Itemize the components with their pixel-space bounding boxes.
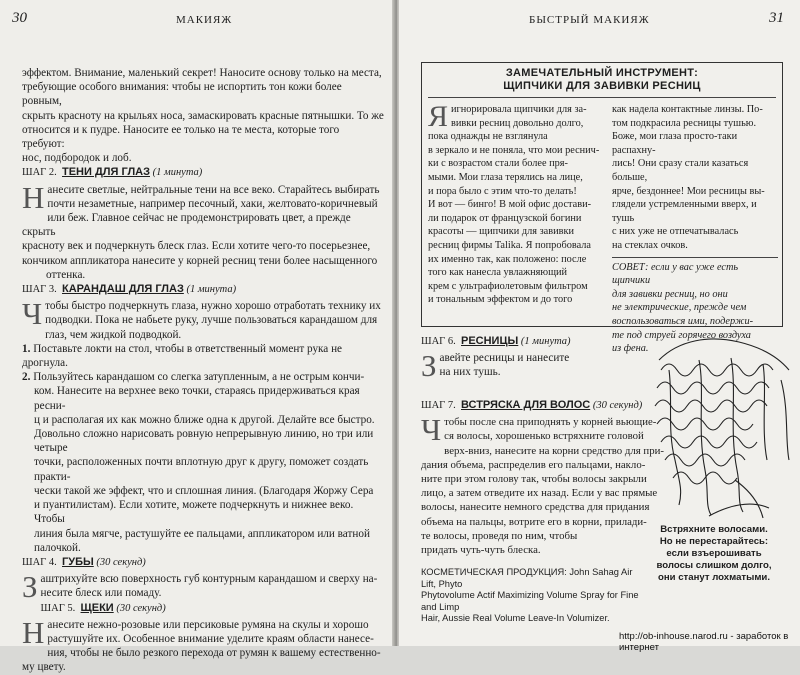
body-line: глаз, чем жидкой подводкой. [45, 328, 182, 341]
step-title: КАРАНДАШ ДЛЯ ГЛАЗ [62, 283, 184, 296]
box-line: того как нанесла увлажняющий [428, 267, 568, 279]
box-line: И вот — бинго! В мой офис достави- [428, 199, 592, 211]
list-item [22, 342, 384, 370]
step-heading [421, 398, 667, 413]
body-line: точки, расположенных почти вплотную друг к другу, поможет создать практи- [34, 456, 369, 483]
drop-cap: Ч [421, 412, 442, 448]
illustration-caption [639, 524, 789, 584]
body-line: тобы быстро подчеркнуть глаза, нужно хорошо отработать технику их [45, 300, 381, 313]
body-line: придать чуть-чуть блеска. [421, 544, 541, 557]
step-heading [421, 334, 646, 349]
list-number: 2. [22, 371, 31, 384]
box-line: вивки ресниц довольно долго, [451, 117, 584, 129]
list-text: Поставьте локти на стол, чтобы в ответственный момент рука не дрогнула. [22, 342, 343, 370]
left-body [22, 66, 384, 675]
body-line: оттенка. [46, 268, 86, 281]
body-line: ком. Нанесите на верхнее веко точки, стараясь придерживаться края ресни- [34, 385, 360, 412]
body-line: объема на пальцы, вотрите его в корни, прилади- [421, 515, 647, 528]
drop-cap: Ч [22, 296, 43, 332]
box-line: и тональным эффектом и до того [428, 294, 573, 306]
step-duration: (30 секунд) [116, 602, 166, 614]
intro-line: эффектом. Внимание, маленький секрет! Наносите основу только на места, [22, 67, 382, 79]
running-header-right: БЫСТРЫЙ МАКИЯЖ [529, 14, 650, 26]
box-line: крем с ультрафиолетовым фильтром [428, 280, 588, 292]
list-item [22, 370, 384, 384]
step-title: ТЕНИ ДЛЯ ГЛАЗ [62, 166, 150, 179]
box-line: на стеклах очков. [612, 239, 688, 251]
body-line: Довольно сложно нарисовать ровную непрерывную линию, но три или четыре [34, 428, 374, 455]
body-line: аштрихуйте всю поверхность губ контурным карандашом и сверху на- [40, 573, 378, 586]
body-line: те волосы, проведя по ним, чтобы [421, 529, 578, 542]
body-line: му цвету. [22, 661, 66, 674]
step-body [22, 296, 384, 555]
body-line: на них тушь. [439, 366, 501, 379]
step-title: РЕСНИЦЫ [461, 335, 519, 347]
intro-line: скрыть краснoту на крыльях носа, замаскировать красные пятнышки. То же [22, 109, 384, 122]
advice-line: воспользоваться ими, подержи- [612, 315, 754, 327]
cosmetic-products [421, 567, 641, 625]
drop-cap: З [22, 569, 38, 605]
body-line: анесите светлые, нейтральные тени на все веко. Старайтесь выбирать [47, 183, 380, 196]
step-body [421, 412, 667, 557]
step7-block [421, 398, 667, 557]
step-duration: (30 секунд) [592, 400, 643, 411]
step-title: ВСТРЯСКА ДЛЯ ВОЛОС [461, 399, 591, 411]
step-heading [22, 165, 384, 180]
box-line: и пора было с этим что-то делать! [428, 185, 577, 197]
box-line: ресниц фирмы Talika. Я попробовала [428, 239, 591, 251]
step-label: ШАГ 5. [40, 602, 76, 614]
step-duration: (1 минута) [186, 284, 237, 296]
box-title-line: ЗАМЕЧАТЕЛЬНЫЙ ИНСТРУМЕНТ: [505, 67, 699, 79]
step-body [22, 614, 384, 675]
box-line: Боже, мои глаза просто-таки распахну- [612, 131, 738, 156]
box-line: красоты — щипчики для завивки [428, 226, 574, 238]
step-duration: (30 секунд) [96, 556, 146, 568]
body-line: или беж. Главное сейчас не продемонстрировать цвет, а прежде скрыть [22, 212, 351, 239]
left-page [0, 0, 395, 674]
box-column-left [428, 100, 606, 307]
box-rule [428, 97, 776, 98]
advice-line: из фена. [612, 343, 649, 355]
advice-line: СОВЕТ: если у вас уже есть щипчики [612, 261, 739, 287]
body-line: почти незаметные, например песочный, хаки, желтовато-коричневый [47, 197, 378, 210]
body-line: красноту век и подчеркнуть блеск глаз. Если хотите чего-то посерьезнее, [22, 240, 371, 253]
caption-line: они станут лохматыми. [658, 572, 770, 583]
page-number-right: 31 [769, 10, 784, 26]
box-line: пока однажды не взглянула [428, 131, 548, 143]
box-line: как надела контактные линзы. По- [612, 104, 763, 115]
caption-line: если взъерошивать [666, 548, 762, 559]
intro-line: нос, подбородок и лоб. [22, 152, 132, 165]
right-page [399, 0, 800, 653]
list-number: 1. [22, 342, 31, 355]
step-body [22, 179, 384, 282]
box-line: игнорировала щипчики для за- [451, 104, 587, 115]
advice-line: те под струей горячего воздуха [612, 329, 751, 341]
running-header-left: МАКИЯЖ [176, 14, 233, 26]
body-line: ц и располагая их как можно ближе одна к другой. Делайте все быстро. [34, 413, 375, 426]
products-line: КОСМЕТИЧЕСКАЯ ПРОДУКЦИЯ: John Sahag Air Lift, Phyto [421, 567, 633, 589]
advice-line: для завивки ресниц, но они [612, 288, 728, 300]
box-title-line: ЩИПЧИКИ ДЛЯ ЗАВИВКИ РЕСНИЦ [503, 80, 701, 92]
body-line: дания объема, распределив его пальцами, накло- [421, 458, 646, 471]
curly-hair-illustration [639, 330, 799, 520]
body-line: верх-вниз, нанесите на корни средство для при- [444, 444, 664, 457]
step-label: ШАГ 4. [22, 556, 57, 568]
products-line: Hair, Aussie Real Volume Leave-In Volumizer. [421, 613, 610, 624]
watermark-url: http://ob-inhouse.narod.ru - заработок в интернет [619, 631, 789, 653]
step-heading [22, 282, 384, 297]
body-line: тобы после сна приподнять у корней вьющие- [444, 416, 657, 429]
step-label: ШАГ 7. [421, 400, 456, 411]
drop-cap: Я [428, 100, 449, 133]
caption-line: Встряхните волосами. [660, 524, 768, 535]
intro-line: требующие особого внимания: чтобы не испортить тон кожи более ровным, [22, 81, 342, 108]
step-duration: (1 минута) [152, 167, 203, 179]
box-line: ли подарок от французской богини [428, 212, 582, 224]
step-label: ШАГ 6. [421, 336, 456, 347]
drop-cap: З [421, 348, 437, 384]
body-line: волосы, нанесите немного средства для придания [421, 501, 650, 514]
box-line: ярче, бездоннее! Мои ресницы вы- [612, 185, 765, 197]
caption-line: Но не перестарайтесь: [659, 536, 769, 547]
step-heading [22, 601, 384, 616]
box-line: мыми. Мои глаза терялись на лице, [428, 171, 583, 183]
body-line: подводки. Пока не набьете руку, лучше пользоваться карандашом для [45, 314, 378, 327]
body-line: анесите нежно-розовые или персиковые румяна на скулы и хорошо [47, 618, 369, 631]
step-body [22, 569, 384, 605]
step-label: ШАГ 3. [22, 284, 57, 296]
box-line: лись! Они сразу стали казаться больше, [612, 158, 749, 183]
step-duration: (1 минута) [520, 336, 571, 347]
body-line: ния, чтобы не было резкого перехода от румян к вашему естественно- [47, 647, 381, 660]
drop-cap: Н [22, 179, 45, 215]
intro-line: относится и к пудре. Наносите ее только на те места, которые того требуют: [22, 123, 340, 151]
box-line: том подкрасила ресницы тушью. [612, 117, 757, 129]
body-line: несите блеск или помаду. [40, 587, 162, 600]
step-title: ЩЕКИ [80, 601, 114, 614]
products-line: Phytovolume Actif Maximizing Volume Spray for Fine and Limp [421, 590, 639, 612]
box-line: глядели устремленными вверх, и тушь [612, 199, 757, 224]
box-line: ки с возрастом стали более пря- [428, 158, 568, 170]
body-line: кончиком аппликатора нанесите у корней ресниц тени более насыщенного [22, 254, 378, 267]
step-heading [22, 555, 384, 570]
body-line: ните при этом голову так, чтобы волосы закрыли [421, 473, 647, 486]
box-title [422, 67, 782, 93]
step6-block [421, 334, 646, 384]
body-line: лицо, а затем отведите их назад. Если у вас прямые [421, 487, 658, 500]
step-title: ГУБЫ [62, 555, 94, 568]
list-text: Пользуйтесь карандашом со слегка затупленным, а не острым кончи- [33, 371, 365, 384]
box-line: в зеркало и не поняла, что мои реснич- [428, 144, 600, 156]
body-line: палочкой. [34, 541, 81, 554]
box-line: с них уже не отпечатывалась [612, 226, 739, 238]
caption-line: волосы слишком долго, [656, 560, 772, 571]
box-column-right [612, 103, 778, 356]
advice-rule [612, 257, 778, 258]
body-line: и пуантилистам). Если хотите, можете подчеркнуть и нижнее веко. Чтобы [34, 499, 354, 526]
body-line: ся волосы, хорошенько встряхните головой [444, 430, 644, 443]
body-line: растушуйте их. Особенное внимание уделите краям области нанесе- [47, 632, 374, 645]
box-line: их именно так, как положено: после [428, 253, 587, 265]
body-line: чески такой же эффект, что и сплошная линия. (Благодаря Жоржу Сера [34, 484, 374, 497]
body-line: авейте ресницы и нанесите [439, 352, 570, 365]
body-line: линия была мягче, растушуйте ее пальцами, аппликатором или ватной [34, 527, 370, 540]
page-number-left: 30 [12, 10, 27, 26]
advice-line: не электрические, прежде чем [612, 302, 747, 314]
step-label: ШАГ 2. [22, 167, 57, 179]
drop-cap: Н [22, 614, 45, 650]
